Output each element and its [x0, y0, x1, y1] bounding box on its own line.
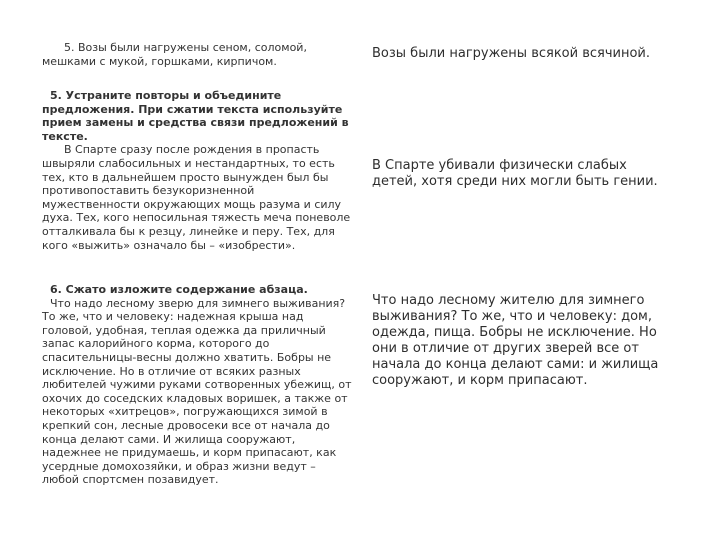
answer-5-text: В Спарте убивали физически слабых детей, хотя среди них могли быть гении.: [372, 158, 658, 189]
exercise-6-task: [42, 283, 352, 487]
exercise-6-heading: 6. Сжато изложите содержание абзаца.: [50, 283, 308, 296]
exercise-5-task: [42, 89, 352, 252]
exercise-5-text: В Спарте сразу после рождения в пропасть швыряли слабосильных и нестандартных, то есть тех, кто в дальнейшем просто вынужден был бы противопоставить безукоризненной мужественности окружающих мощь разума и силу духа. Тех, кого непосильная тяжесть меча поневоле отталкивала бы к резцу, линейке и перу. Тех, для кого «выжить» означало бы – «изобрести».: [42, 143, 351, 252]
exercise-4-task: [42, 41, 352, 68]
exercise-4-text: 5. Возы были нагружены сеном, соломой, мешками с мукой, горшками, кирпичом.: [42, 41, 307, 68]
answer-4-text: Возы были нагружены всякой всячиной.: [372, 46, 651, 61]
exercise-5-heading: 5. Устраните повторы и объедините предложения. При сжатии текста используйте прием замены и средства связи предложений в тексте.: [42, 89, 349, 143]
exercise-6-text: Что надо лесному зверю для зимнего выживания? То же, что и человеку: надежная крыша над головой, удобная, теплая одежка да приличный запас калорийного корма, которого до спасительницы-весны должно хватить. Бобры не исключение. Но в отличие от всяких разных любителей чужими руками сотворенных убежищ, от охочих до соседских кладовых воришек, а также от некоторых «хитрецов», погружающихся зимой в крепкий сон, лесные дровосеки все от начала до конца делают сами. И жилища сооружают, надежнее не придумаешь, и корм припасают, как усердные домохозяйки, и образ жизни ведут – любой спортсмен позавидует.: [42, 296, 352, 487]
answer-6: [372, 293, 672, 389]
answer-5: [372, 158, 672, 190]
answer-4: [372, 46, 672, 62]
answer-6-text: Что надо лесному жителю для зимнего выживания? То же, что и человеку: дом, одежда, пища. Бобры не исключение. Но они в отличие от других зверей все от начала до конца делают сами: и жилища сооружают, и корм припасают.: [372, 293, 659, 388]
